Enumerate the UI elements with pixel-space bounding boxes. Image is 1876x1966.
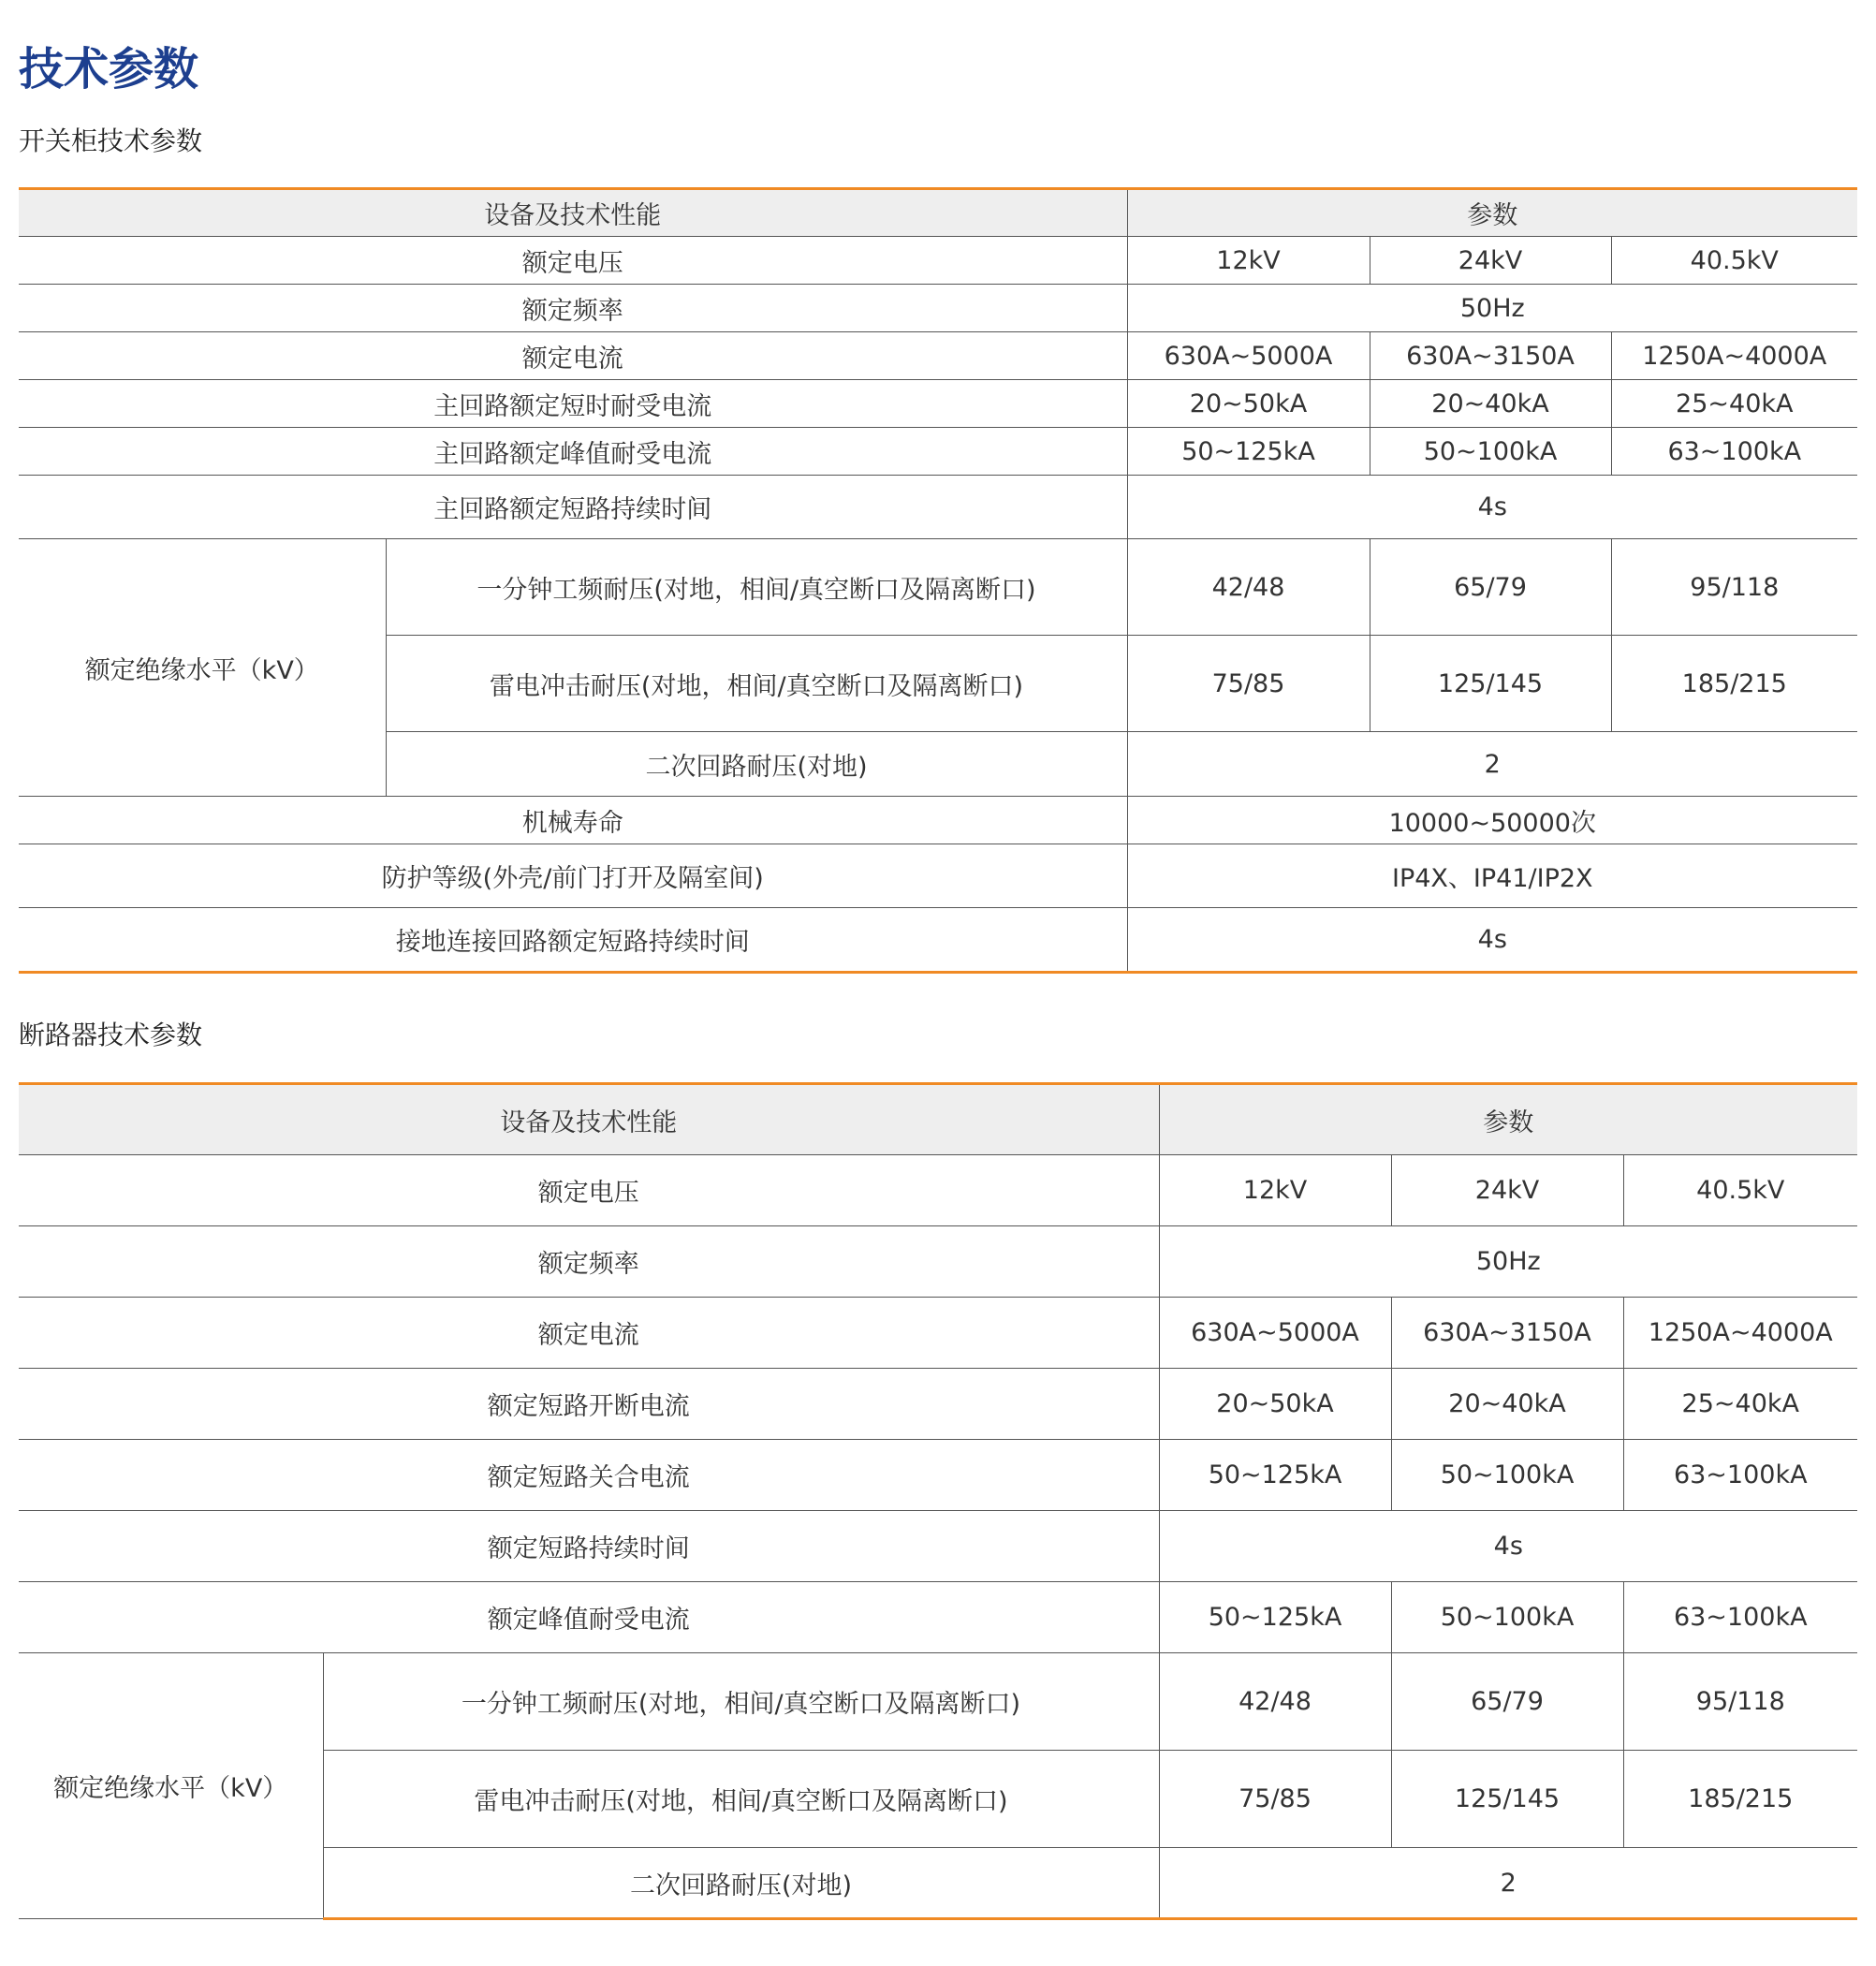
value-cell: 63~100kA [1611,428,1857,476]
value-cell: 12kV [1127,237,1370,285]
value-cell: 25~40kA [1623,1369,1857,1440]
value-cell: 63~100kA [1623,1582,1857,1653]
table-row [19,1653,1857,1751]
table-row [19,1155,1857,1226]
insulation-group-label: 额定绝缘水平（kV） [19,1653,323,1919]
value-cell: 75/85 [1159,1751,1391,1848]
row-label: 一分钟工频耐压(对地，相间/真空断口及隔离断口) [323,1653,1159,1751]
row-label: 额定短路关合电流 [19,1440,1159,1511]
row-label: 额定电压 [19,1155,1159,1226]
table-header-row [19,1084,1857,1155]
value-cell: 40.5kV [1623,1155,1857,1226]
table-row [19,908,1857,973]
value-cell: 10000~50000次 [1127,797,1857,844]
row-label: 主回路额定短时耐受电流 [19,380,1127,428]
value-cell: 42/48 [1159,1653,1391,1751]
value-cell: 50~125kA [1127,428,1370,476]
value-cell: 75/85 [1127,636,1370,732]
value-cell: 4s [1127,908,1857,973]
table-header-row [19,189,1857,237]
row-label: 额定电流 [19,1298,1159,1369]
value-cell: 95/118 [1623,1653,1857,1751]
table-row [19,428,1857,476]
value-cell: 2 [1159,1848,1857,1919]
row-label: 二次回路耐压(对地) [323,1848,1159,1919]
table-row [19,1582,1857,1653]
table-row [19,539,1857,636]
value-cell: 1250A~4000A [1611,332,1857,380]
value-cell: 24kV [1370,237,1611,285]
row-label: 额定电流 [19,332,1127,380]
table-row [19,380,1857,428]
value-cell: 4s [1159,1511,1857,1582]
row-label: 主回路额定短路持续时间 [19,476,1127,539]
value-cell: 25~40kA [1611,380,1857,428]
value-cell: 630A~5000A [1127,332,1370,380]
value-cell: 4s [1127,476,1857,539]
row-label: 额定频率 [19,1226,1159,1298]
page-title: 技术参数 [19,43,199,95]
value-cell: 1250A~4000A [1623,1298,1857,1369]
value-cell: 125/145 [1391,1751,1623,1848]
value-cell: 50Hz [1127,285,1857,332]
header-item-cell: 设备及技术性能 [19,189,1127,237]
breaker-spec-table [19,1082,1857,1920]
row-label: 雷电冲击耐压(对地，相间/真空断口及隔离断口) [386,636,1127,732]
table-row [19,1298,1857,1369]
header-item-cell: 设备及技术性能 [19,1084,1159,1155]
table-row [19,237,1857,285]
value-cell: 185/215 [1623,1751,1857,1848]
header-params-cell: 参数 [1127,189,1857,237]
value-cell: 2 [1127,732,1857,797]
value-cell: 20~40kA [1370,380,1611,428]
row-label: 额定短路持续时间 [19,1511,1159,1582]
row-label: 机械寿命 [19,797,1127,844]
value-cell: 40.5kV [1611,237,1857,285]
switchgear-section-title: 开关柜技术参数 [19,125,203,156]
value-cell: 20~50kA [1127,380,1370,428]
row-label: 额定短路开断电流 [19,1369,1159,1440]
value-cell: 630A~3150A [1370,332,1611,380]
header-params-cell: 参数 [1159,1084,1857,1155]
table-row [19,1511,1857,1582]
value-cell: 185/215 [1611,636,1857,732]
row-label: 接地连接回路额定短路持续时间 [19,908,1127,973]
value-cell: 65/79 [1370,539,1611,636]
value-cell: IP4X、IP41/IP2X [1127,844,1857,908]
row-label: 一分钟工频耐压(对地，相间/真空断口及隔离断口) [386,539,1127,636]
table-row [19,285,1857,332]
value-cell: 65/79 [1391,1653,1623,1751]
table-row [19,1440,1857,1511]
row-label: 防护等级(外壳/前门打开及隔室间) [19,844,1127,908]
table-row [19,797,1857,844]
value-cell: 24kV [1391,1155,1623,1226]
table-row [19,1369,1857,1440]
insulation-group-label: 额定绝缘水平（kV） [19,539,386,797]
breaker-section-title: 断路器技术参数 [19,1020,203,1050]
value-cell: 50~125kA [1159,1440,1391,1511]
value-cell: 20~50kA [1159,1369,1391,1440]
row-label: 额定电压 [19,237,1127,285]
row-label: 额定频率 [19,285,1127,332]
row-label: 额定峰值耐受电流 [19,1582,1159,1653]
value-cell: 95/118 [1611,539,1857,636]
value-cell: 50~100kA [1391,1440,1623,1511]
value-cell: 20~40kA [1391,1369,1623,1440]
value-cell: 125/145 [1370,636,1611,732]
value-cell: 12kV [1159,1155,1391,1226]
value-cell: 50~125kA [1159,1582,1391,1653]
row-label: 雷电冲击耐压(对地，相间/真空断口及隔离断口) [323,1751,1159,1848]
value-cell: 42/48 [1127,539,1370,636]
table-row [19,844,1857,908]
value-cell: 50~100kA [1370,428,1611,476]
row-label: 主回路额定峰值耐受电流 [19,428,1127,476]
switchgear-spec-table [19,187,1857,974]
value-cell: 50Hz [1159,1226,1857,1298]
row-label: 二次回路耐压(对地) [386,732,1127,797]
table-row [19,476,1857,539]
value-cell: 630A~3150A [1391,1298,1623,1369]
value-cell: 50~100kA [1391,1582,1623,1653]
table-row [19,1226,1857,1298]
table-row [19,332,1857,380]
value-cell: 630A~5000A [1159,1298,1391,1369]
value-cell: 63~100kA [1623,1440,1857,1511]
